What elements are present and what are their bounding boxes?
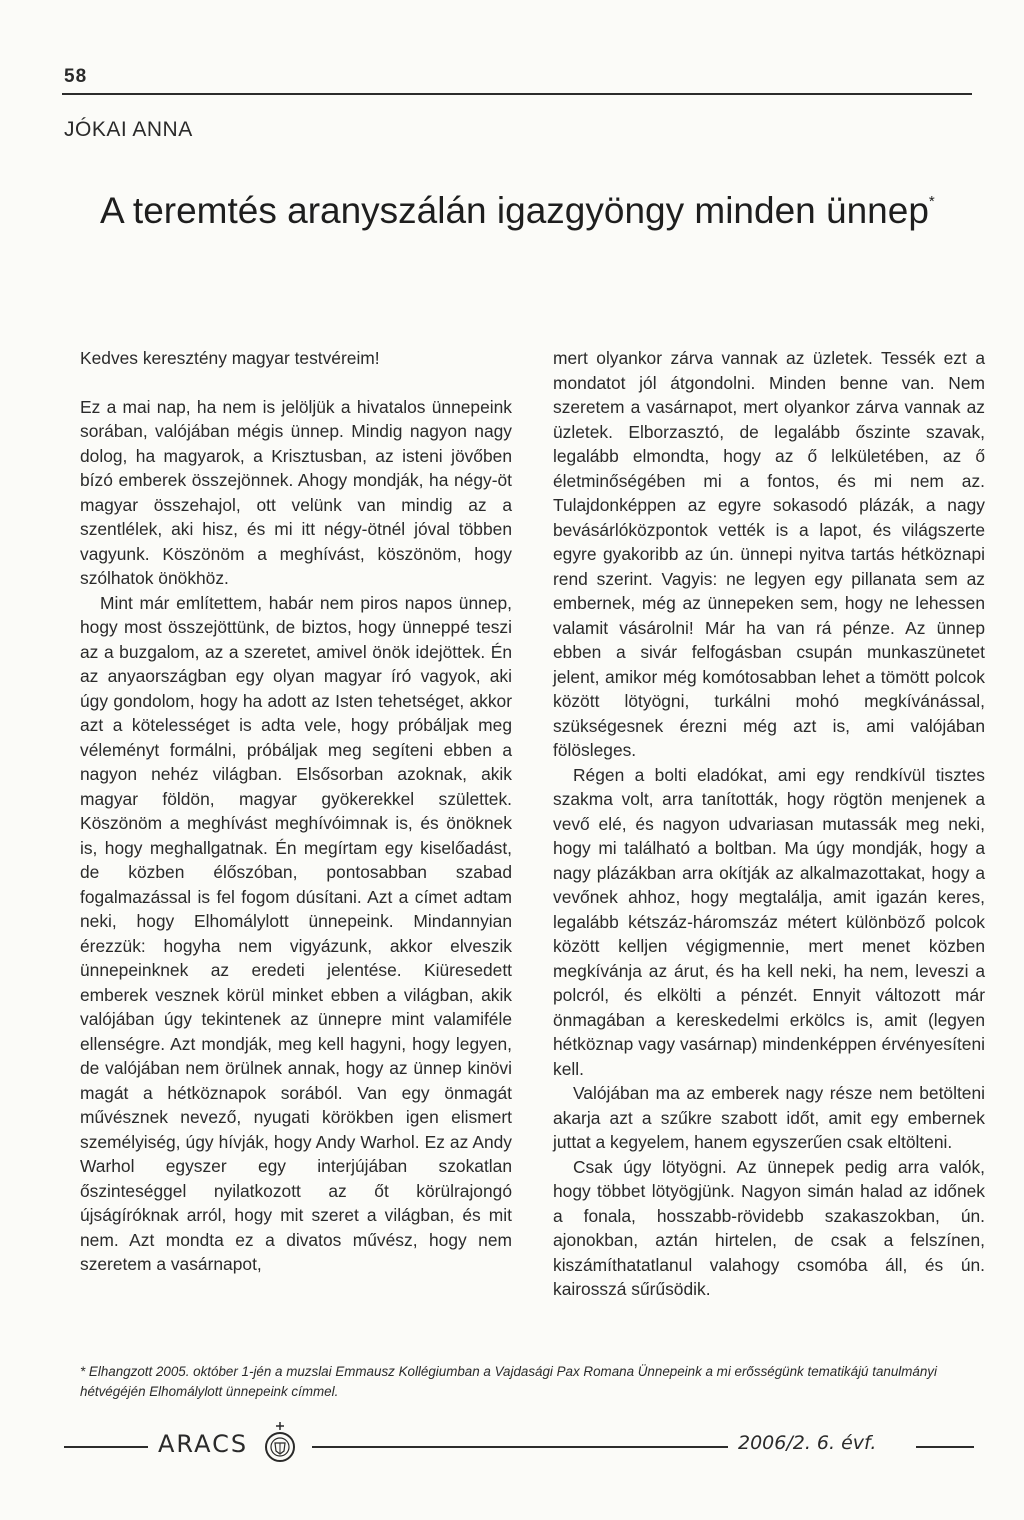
paragraph: Csak úgy lötyögni. Az ünnepek pedig arra valók, hogy többet lötyögjünk. Nagyon simán halad az időnek a fonala, hosszabb-rövidebb szakaszokban, ún. ajonokban, aztán hirtelen, de csak a felszínen, kiszámíthatatlanul valahogy csomóba áll, és ún. kairosszá sűrűsödik.	[553, 1156, 985, 1299]
footnote: * Elhangzott 2005. október 1-jén a muzslai Emmausz Kollégiumban a Vajdasági Pax Romana Ünnepeink a mi erősségünk tematikájú tanulmányi hétvégéjén Elhomálylott ünnepeink címmel.	[80, 1364, 937, 1399]
page-number: 58	[64, 66, 88, 87]
title-footnote-mark: *	[928, 192, 935, 210]
author-name: JÓKAI ANNA	[64, 118, 193, 141]
article-title-text: A teremtés aranyszálán igazgyöngy minden ünnep	[100, 190, 929, 231]
footer-rule-left	[64, 1446, 148, 1448]
header-rule	[62, 93, 972, 95]
page-footer	[64, 1422, 974, 1472]
paragraph: Valójában ma az emberek nagy része nem betölteni akarja azt a szűkre szabott időt, amit egy embernek juttat a kegyelem, hanem egyszerűen csak eltölteni.	[553, 1083, 985, 1152]
paragraph: Mint már említettem, habár nem piros napos ünnep, hogy most összejöttünk, de biztos, hogy ünneppé teszi az a buzgalom, az a szeretet, amivel önök idejöttek. Én az anyaországban egy olyan magyar író vagyok, aki úgy gondolom, hogy ha adott az Isten tehetséget, akkor azt a kötelességet is adta vele, hogy próbáljak meg véleményt formálni, próbáljak meg segíteni ebben a nagyon nehéz világban. Elsősorban azoknak, akik magyar földön, magyar gyökerekkel születtek. Köszönöm a meghívást meghívóimnak is, és önöknek is, hogy meghallgatnak. Én megírtam egy kiselőadást, de közben élőszóban, pontosabban szabad fogalmazással is fel fogom dúsítani. Azt a címet adtam neki, hogy Elhomálylott ünnepeink. Mindannyian érezzük: hogyha nem vigyázunk, akkor elveszik ünnepeinknek az eredeti jelentése. Kiüresedett emberek vesznek körül minket ebben a világban, akik valójában úgy tekintenek az ünnepre mint valamiféle ellenségre. Azt mondják, meg kell hagyni, hogy legyen, de valójában nem örülnek annak, hogy az ünnep kinövi magát a hétköznapok sorából. Van egy önmagát művésznek nevező, nyugati körökben igen elismert személyiség, úgy hívják, hogy Andy Warhol. Ez az Andy Warhol egyszer egy interjújában szokatlan őszinteséggel nyilatkozott az őt körülrajongó újságíróknak arról, hogy mit szeret a világban, és mit nem. Azt mondta ez a divatos művész, hogy nem szeretem a vasárnapot,	[80, 592, 512, 1274]
issue-number: 2006/2. 6. évf.	[738, 1432, 877, 1454]
right-column	[553, 346, 985, 1356]
article-title	[100, 190, 935, 232]
footer-rule-middle	[312, 1446, 728, 1448]
paragraph: Ez a mai nap, ha nem is jelöljük a hivatalos ünnepeink sorában, valójában mégis ünnep. Mindig nagyon nagy dolog, ha magyarok, a Krisztusban, az isteni jövőben bízó emberek összejönnek. Ahogy mondják, ha négy-öt magyar összehajol, ott velünk van mindig az a szentlélek, aki hisz, és mi itt négy-ötnél jóval többen vagyunk. Köszönöm a meghívást, köszönöm, hogy szólhatok önökhöz.	[80, 396, 512, 588]
greeting-paragraph: Kedves keresztény magyar testvéreim!	[80, 348, 380, 368]
journal-logo-text: ARACS	[158, 1430, 249, 1458]
crest-emblem-icon	[264, 1422, 296, 1471]
footer-rule-right	[916, 1446, 974, 1448]
paragraph: Régen a bolti eladókat, ami egy rendkívül tisztes szakma volt, arra tanították, hogy rögtön menjenek a vevő elé, és nagyon udvariasan mutassák meg neki, hogy mi található a boltban. Ma úgy mondják, hogy a nagy plázákban arra okítják az alkalmazottakat, hogy a vevőnek ahhoz, hogy megtalálja, amit igazán keres, legalább kétszáz-háromszáz métert különböző polcok között kelljen végigmennie, mert menet közben megkívánja az árut, és ha kell neki, ha nem, leveszi a polcról, és elkölti a pénzét. Ennyit változott már önmagában a kereskedelmi erkölcs is, amit (legyen hétköznap vagy vasárnap) mindenképpen érvényesíteni kell.	[553, 764, 985, 1079]
article-body	[80, 346, 985, 1356]
left-column	[80, 346, 512, 1356]
paragraph: mert olyankor zárva vannak az üzletek. Tessék ezt a mondatot jól átgondolni. Minden benne van. Nem szeretem a vasárnapot, mert olyankor zárva vannak az üzletek. Elborzasztó, de legalább őszinte szavak, legalább elmondta, hogy az ő lelkületében, az ő életminőségében mi a fontos, és mi nem az. Tulajdonképpen az egyre sokasodó plázák, a nagy bevásárlóközpontok vették is a lapot, és világszerte egyre gyakoribb az ún. ünnepi nyitva tartás hétköznapi rend szerint. Vagyis: ne legyen egy pillanata sem az embernek, még az ünnepeken sem, hogy ne lehessen valamit vásárolni! Már ha van rá pénze. Az ünnep ebben a sivár felfogásban csupán munkaszünetet jelent, amikor még komótosabban lehet a tömött polcok között lötyögni, turkálni mohó megkívánással, szükségesnek érezni még azt is, ami valójában fölösleges.	[553, 348, 985, 760]
